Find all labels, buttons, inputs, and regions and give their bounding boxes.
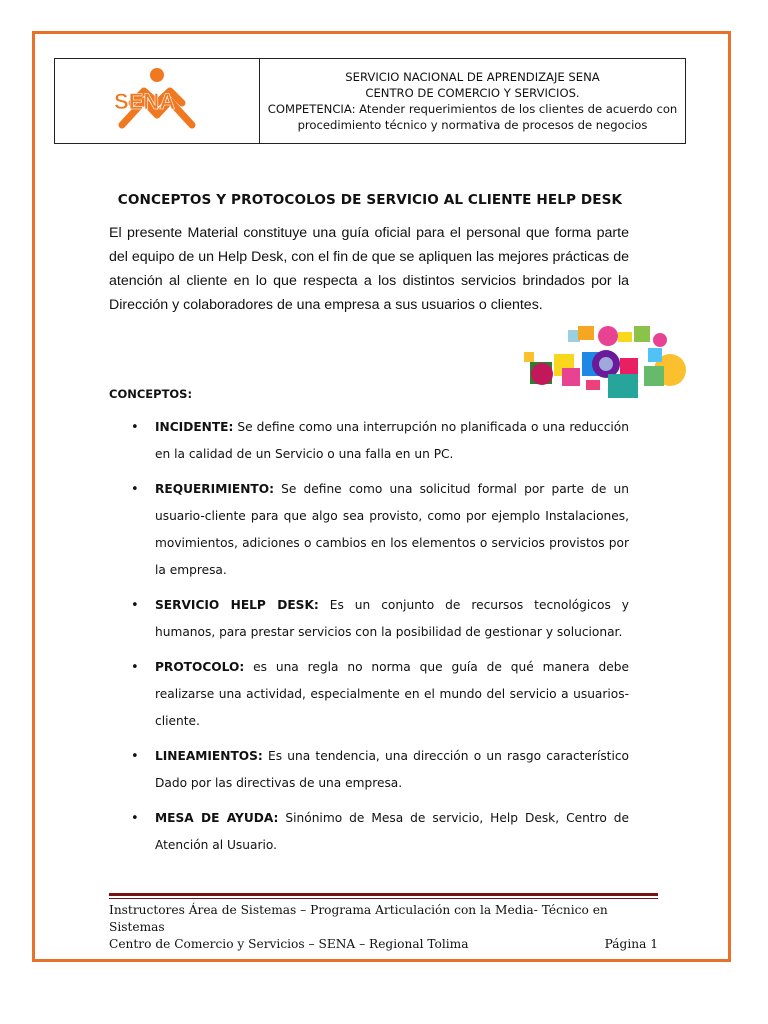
concepts-heading: CONCEPTOS:	[109, 387, 193, 401]
page-number: Página 1	[604, 937, 658, 951]
bullet-icon: •	[131, 420, 139, 435]
footer-line: Instructores Área de Sistemas – Programa Articulación con la Media- Técnico en Sistemas	[109, 903, 608, 934]
bullet-icon: •	[131, 660, 139, 675]
logo-text: SENA	[114, 89, 176, 114]
intro-paragraph: El presente Material constituye una guía oficial para el personal que forma parte del equipo de un Help Desk, con el fin de que se apliquen las mejores prácticas de atención al cliente en lo que respecta a los distintos servicios brindados por la Dirección y colaboradores de una empresa a sus usuarios o clientes.	[109, 225, 629, 313]
header-line: SERVICIO NACIONAL DE APRENDIZAJE SENA	[345, 70, 600, 84]
concept-definition: Se define como una interrupción no planificada o una reducción en la calidad de un Servicio o una falla en un PC.	[155, 420, 629, 461]
concept-term: PROTOCOLO:	[155, 660, 245, 674]
document-title: CONCEPTOS Y PROTOCOLOS DE SERVICIO AL CLIENTE HELP DESK	[117, 192, 623, 208]
bullet-icon: •	[131, 749, 139, 764]
header-text	[260, 59, 685, 143]
concept-definition: Se define como una solicitud formal por parte de un usuario-cliente para que algo sea provisto, como por ejemplo Instalaciones, movimientos, adiciones o cambios en los elementos o servicios provistos por la empresa.	[155, 482, 629, 577]
page-footer	[109, 902, 658, 953]
list-item	[109, 805, 629, 859]
concept-term: INCIDENTE:	[155, 420, 234, 434]
sena-logo	[55, 59, 260, 143]
list-item	[109, 414, 629, 468]
speech-bubbles-illustration	[520, 322, 700, 402]
concept-term: LINEAMIENTOS:	[155, 749, 263, 763]
concept-definition: es una regla no norma que guía de qué manera debe realizarse una actividad, especialmente en el mundo del servicio a usuarios- cliente.	[155, 660, 629, 728]
bullet-icon: •	[131, 482, 139, 497]
concept-definition: Es un conjunto de recursos tecnológicos y humanos, para prestar servicios con la posibilidad de gestionar y solucionar.	[155, 598, 629, 639]
bullet-icon: •	[131, 811, 139, 826]
header-line: CENTRO DE COMERCIO Y SERVICIOS.	[365, 86, 580, 100]
list-item	[109, 592, 629, 646]
header-line: COMPETENCIA: Atender requerimientos de los clientes de acuerdo con	[267, 102, 678, 116]
concept-definition: Sinónimo de Mesa de servicio, Help Desk, Centro de Atención al Usuario.	[155, 811, 629, 852]
concept-definition: Es una tendencia, una dirección o un rasgo característico Dado por las directivas de una empresa.	[155, 749, 629, 790]
list-item	[109, 476, 629, 584]
header-line: procedimiento técnico y normativa de procesos de negocios	[297, 118, 648, 132]
concept-term: MESA DE AYUDA:	[155, 811, 279, 825]
footer-line: Centro de Comercio y Servicios – SENA – Regional Tolima	[109, 937, 469, 951]
footer-rule	[109, 893, 658, 896]
footer-rule	[109, 898, 658, 899]
concept-term: SERVICIO HELP DESK:	[155, 598, 319, 612]
bullet-icon: •	[131, 598, 139, 613]
list-item	[109, 743, 629, 797]
concepts-list	[109, 414, 629, 867]
header-table	[54, 58, 686, 144]
concept-term: REQUERIMIENTO:	[155, 482, 274, 496]
list-item	[109, 654, 629, 735]
